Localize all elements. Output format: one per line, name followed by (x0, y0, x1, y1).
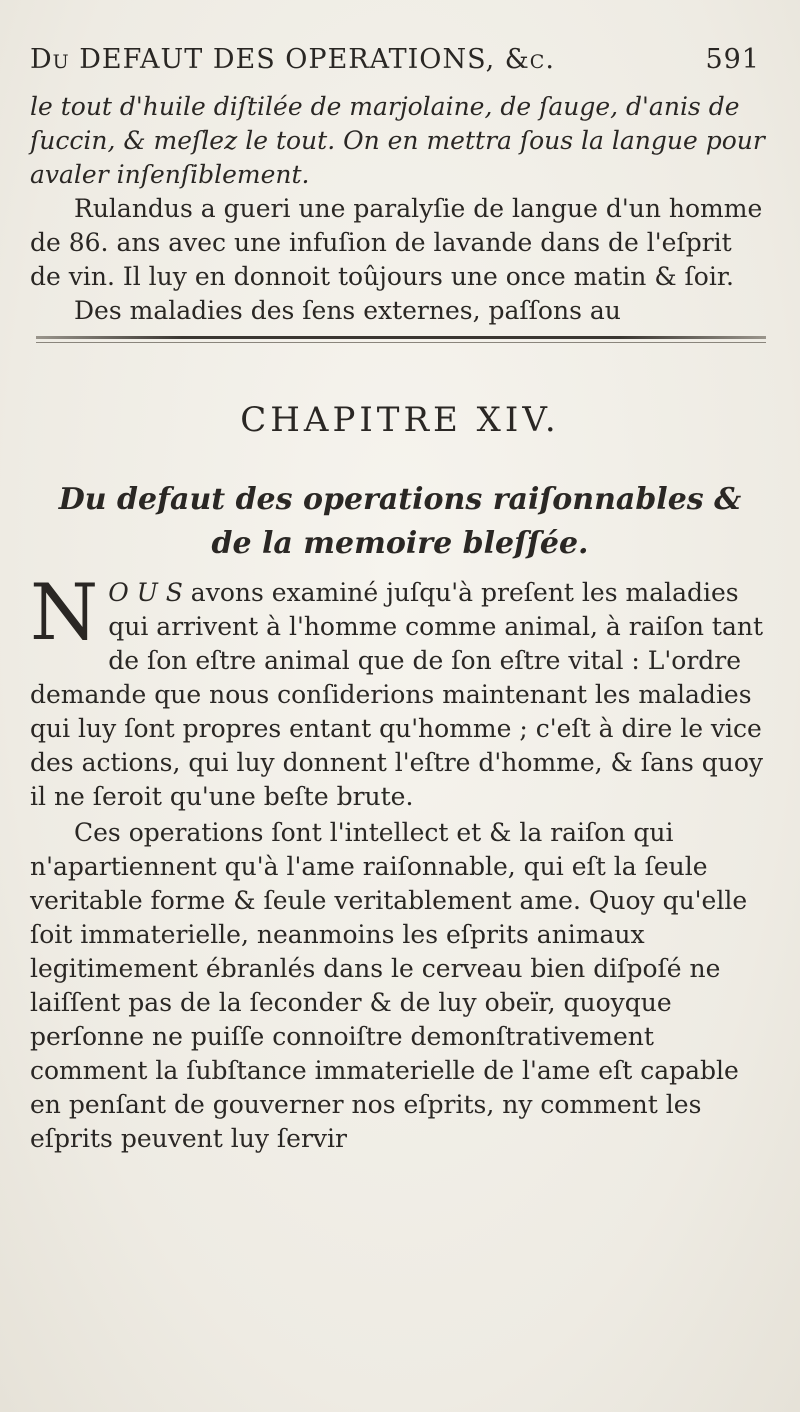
paragraph-transition: Des maladies des ſens externes, paſſons au (74, 296, 621, 325)
body-paragraph-2: Ces operations ſont l'intellect et & la raiſon qui n'apartiennent qu'à l'ame raiſonnable, qui eſt la ſeule veritable forme & ſeule veritablement ame. Quoy qu'elle ſoit immaterielle, neanmoins les eſprits animaux legitimement ébranlés dans le cerveau bien diſpoſé ne laiſſent pas de la ſeconder & de luy obeïr, quoyque perſonne ne puiſſe connoiſtre demonſtrativement comment la ſubſtance immaterielle de l'ame eſt capable en penſant de gouverner nos eſprits, ny comment les eſprits peuvent luy ſervir (30, 818, 748, 1153)
first-word: O U S (108, 578, 183, 607)
body-paragraph-1 (30, 568, 770, 814)
drop-cap: N (30, 568, 99, 658)
paragraph-rulandus: Rulandus a gueri une paralyſie de langue d'un homme de 86. ans avec une infuſion de lavande dans de l'eſprit de vin. Il luy en donnoit toûjours une once matin & ſoir. (30, 194, 763, 291)
page-number: 591 (705, 44, 760, 75)
chapter-divider-rule (36, 336, 766, 339)
chapter-title-line-2: de la memoire bleſſée. (211, 526, 589, 561)
chapter-title (40, 478, 760, 566)
chapter-title-line-1: Du defaut des operations raiſonnables & (58, 482, 742, 517)
paragraph-recipe: le tout d'huile diſtilée de marjolaine, de ſauge, d'anis de ſuccin, & meſlez le tout. On en mettra ſous la langue pour avaler inſenſiblement. (30, 92, 765, 189)
running-head-title: Du DEFAUT DES OPERATIONS, &c. (30, 44, 555, 75)
running-head (30, 44, 760, 75)
body-paragraph-1-text: avons examiné juſqu'à preſent les maladies qui arrivent à l'homme comme animal, à raiſon tant de ſon eſtre animal que de ſon eſtre vital : L'ordre demande que nous conſiderions maintenant les maladies qui luy ſont propres entant qu'homme ; c'eſt à dire le vice des actions, qui luy donnent l'eſtre d'homme, & ſans quoy il ne ſeroit qu'une beſte brute. (30, 578, 764, 811)
chapter-heading: CHAPITRE XIV. (240, 400, 560, 440)
